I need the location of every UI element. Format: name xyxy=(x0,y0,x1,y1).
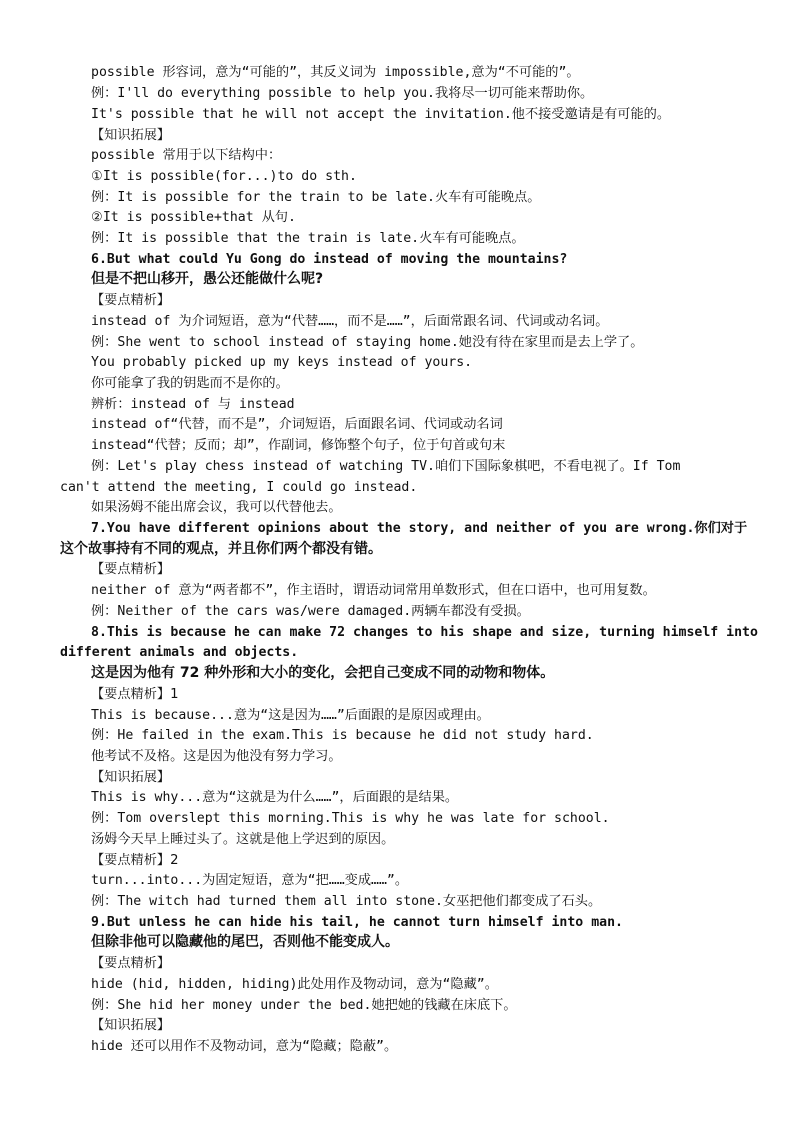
sentence-heading: different animals and objects. xyxy=(60,645,299,660)
sentence-heading: 7.You have different opinions about the story, and neither of you are wrong.你们对于 xyxy=(91,521,748,536)
text-line: hide 还可以用作不及物动词，意为“隐藏；隐蔽”。 xyxy=(91,1039,398,1054)
text-line: It's possible that he will not accept the invitation.他不接受邀请是有可能的。 xyxy=(91,107,671,122)
text-line: 例：Tom overslept this morning.This is why he was late for school. xyxy=(91,811,610,826)
section-heading: 【要点精析】1 xyxy=(91,687,179,702)
sentence-translation: 但除非他可以隐藏他的尾巴，否则他不能变成人。 xyxy=(91,934,399,950)
text-line: This is why...意为“这就是为什么……”，后面跟的是结果。 xyxy=(91,790,459,805)
section-heading: 【要点精析】 xyxy=(91,956,171,971)
section-heading: 【要点精析】2 xyxy=(91,853,179,868)
text-line: hide (hid, hidden, hiding)此处用作及物动词，意为“隐藏”。 xyxy=(91,977,498,992)
text-line: 他考试不及格。这是因为他没有努力学习。 xyxy=(91,749,342,764)
text-line: instead“代替；反而；却”，作副词，修饰整个句子，位于句首或句末 xyxy=(91,438,506,453)
text-line: 例：I'll do everything possible to help you.我将尽一切可能来帮助你。 xyxy=(91,86,594,101)
text-line: ②It is possible+that 从句. xyxy=(91,210,296,225)
text-line: ①It is possible(for...)to do sth. xyxy=(91,169,357,184)
section-heading: 【要点精析】 xyxy=(91,293,171,308)
text-line: instead of“代替，而不是”，介词短语，后面跟名词、代词或动名词 xyxy=(91,417,503,432)
section-heading: 【知识拓展】 xyxy=(91,128,171,143)
section-heading: 【知识拓展】 xyxy=(91,770,171,785)
text-line: 例：The witch had turned them all into stone.女巫把他们都变成了石头。 xyxy=(91,894,602,909)
text-line: 例：It is possible that the train is late.火车有可能晚点。 xyxy=(91,231,525,246)
text-line: 例：She hid her money under the bed.她把她的钱藏在床底下。 xyxy=(91,998,517,1013)
sentence-heading: 6.But what could Yu Gong do instead of moving the mountains? xyxy=(91,252,568,267)
text-line: You probably picked up my keys instead of yours. xyxy=(91,355,473,370)
text-line: neither of 意为“两者都不”，作主语时，谓语动词常用单数形式，但在口语中，也可用复数。 xyxy=(91,583,656,598)
text-line: 例：He failed in the exam.This is because he did not study hard. xyxy=(91,728,594,743)
sentence-heading: 8.This is because he can make 72 changes to his shape and size, turning himself into xyxy=(91,625,758,640)
text-line: turn...into...为固定短语，意为“把……变成……”。 xyxy=(91,873,409,888)
sentence-translation: 这是因为他有 72 种外形和大小的变化，会把自己变成不同的动物和物体。 xyxy=(91,665,555,681)
sentence-translation: 但是不把山移开，愚公还能做什么呢? xyxy=(91,271,324,287)
text-line: instead of 为介词短语，意为“代替……，而不是……”，后面常跟名词、代词或动名词。 xyxy=(91,314,609,329)
sentence-translation: 这个故事持有不同的观点，并且你们两个都没有错。 xyxy=(60,541,382,557)
text-line: possible 形容词，意为“可能的”，其反义词为 impossible,意为“不可能的”。 xyxy=(91,65,580,80)
section-heading: 【知识拓展】 xyxy=(91,1018,171,1033)
text-line: 如果汤姆不能出席会议，我可以代替他去。 xyxy=(91,500,342,515)
text-line: possible 常用于以下结构中： xyxy=(91,148,282,163)
text-line: 你可能拿了我的钥匙而不是你的。 xyxy=(91,376,289,391)
text-line: 汤姆今天早上睡过头了。这就是他上学迟到的原因。 xyxy=(91,832,395,847)
text-line: 辨析：instead of 与 instead xyxy=(91,397,295,412)
text-line: 例：It is possible for the train to be late.火车有可能晚点。 xyxy=(91,190,541,205)
text-line: This is because...意为“这是因为……”后面跟的是原因或理由。 xyxy=(91,708,490,723)
text-line: 例：Neither of the cars was/were damaged.两辆车都没有受损。 xyxy=(91,604,530,619)
section-heading: 【要点精析】 xyxy=(91,562,171,577)
text-line: 例：Let's play chess instead of watching TV.咱们下国际象棋吧，不看电视了。If Tom xyxy=(91,459,681,474)
text-line: 例：She went to school instead of staying home.她没有待在家里而是去上学了。 xyxy=(91,335,644,350)
sentence-heading: 9.But unless he can hide his tail, he cannot turn himself into man. xyxy=(91,915,623,930)
text-line: can't attend the meeting, I could go instead. xyxy=(60,480,418,495)
